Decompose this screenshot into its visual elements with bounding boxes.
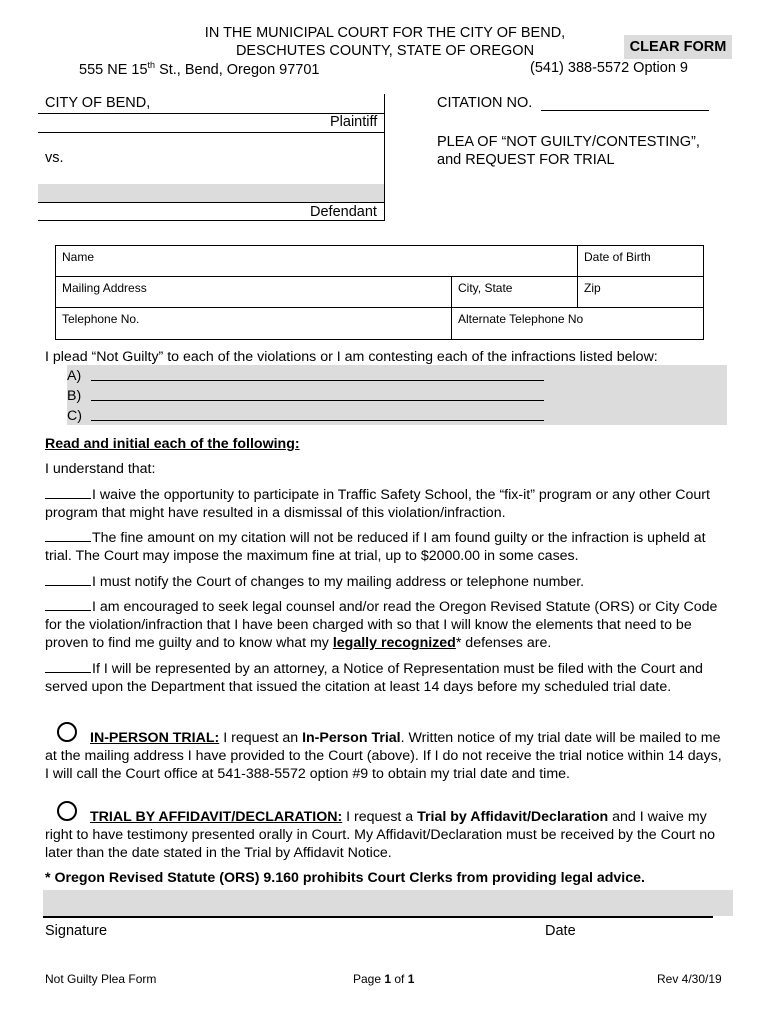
violation-a-field[interactable] xyxy=(91,380,544,381)
footer-page-pre: Page xyxy=(353,972,385,986)
citation-label: CITATION NO. xyxy=(437,95,533,111)
initial-field-2[interactable] xyxy=(45,528,91,542)
in-person-trial-label: IN-PERSON TRIAL: xyxy=(90,730,220,746)
plaintiff-name: CITY OF BEND, xyxy=(45,95,151,111)
alt-telephone-field[interactable] xyxy=(452,308,704,340)
initial-item-1-text: I waive the opportunity to participate in Traffic Safety School, the “fix-it” program or any other Court program that might have resulted in a dismissal of this violation/infraction. xyxy=(45,487,710,521)
dob-field[interactable] xyxy=(578,246,704,277)
date-label: Date xyxy=(545,923,576,939)
plea-title-line2: and REQUEST FOR TRIAL xyxy=(437,152,615,168)
violation-c-field[interactable] xyxy=(91,420,544,421)
initial-field-4[interactable] xyxy=(45,597,91,611)
clear-form-button[interactable]: CLEAR FORM xyxy=(624,35,732,59)
violation-c-label: C) xyxy=(67,408,82,424)
defendant-label: Defendant xyxy=(310,204,377,220)
city-state-label: City, State xyxy=(458,281,513,295)
city-state-field[interactable] xyxy=(452,277,578,308)
court-address xyxy=(79,60,320,78)
address-sup: th xyxy=(147,60,156,70)
plea-title-line1: PLEA OF “NOT GUILTY/CONTESTING”, xyxy=(437,134,700,150)
footer-page-num: 1 xyxy=(384,972,392,986)
initials-heading: Read and initial each of the following: xyxy=(45,436,300,452)
zip-label: Zip xyxy=(584,281,601,295)
affidavit-trial-label: TRIAL BY AFFIDAVIT/DECLARATION: xyxy=(90,809,343,825)
defendant-underline xyxy=(38,202,385,203)
footer-page-mid: of xyxy=(391,972,408,986)
initial-item-5-text: If I will be represented by an attorney, a Notice of Representation must be filed with the Court and served upon the Department that issued the citation at least 14 days before my scheduled trial date. xyxy=(45,661,703,695)
address-street: 555 NE 15 xyxy=(79,61,148,78)
court-title xyxy=(150,24,620,60)
court-title-line1: IN THE MUNICIPAL COURT FOR THE CITY OF BEND, xyxy=(204,25,566,41)
violations-area xyxy=(67,365,727,425)
initial-item-2 xyxy=(45,528,725,565)
signature-field[interactable] xyxy=(43,890,733,916)
initial-item-3 xyxy=(45,572,725,591)
initial-field-1[interactable] xyxy=(45,485,91,499)
mailing-label: Mailing Address xyxy=(62,281,147,295)
in-person-trial-bold: In-Person Trial xyxy=(302,730,401,746)
address-city: St., Bend, Oregon 97701 xyxy=(155,61,320,78)
initial-item-4-text: I am encouraged to seek legal counsel and/or read the Oregon Revised Statute (ORS) or City Code for the violation/infraction that I have been charged with so that I will know the elements that need to be proven to find me guilty and to know what my xyxy=(45,599,718,651)
initial-item-2-text: The fine amount on my citation will not be reduced if I am found guilty or the infraction is upheld at trial. The Court may impose the maximum fine at trial, up to $2000.00 in some cases. xyxy=(45,530,706,564)
signature-line xyxy=(43,916,713,918)
name-label: Name xyxy=(62,250,95,264)
affidavit-trial-desc: and I waive my right to have testimony presented orally in Court. My Affidavit/Declaration must be received by the Court no later than the date stated in the Trial by Affidavit Notice. xyxy=(45,809,716,861)
footer-form-name: Not Guilty Plea Form xyxy=(45,972,157,986)
footer-page-number xyxy=(353,972,414,986)
affidavit-trial-bold: Trial by Affidavit/Declaration xyxy=(417,809,609,825)
telephone-label: Telephone No. xyxy=(62,312,140,326)
defendant-bottom-line xyxy=(38,220,385,221)
initials-intro: I understand that: xyxy=(45,461,156,477)
initial-item-4-end: * defenses are. xyxy=(455,635,552,651)
violation-labels xyxy=(67,366,82,426)
initial-field-5[interactable] xyxy=(45,659,91,673)
vs-label: vs. xyxy=(45,150,64,166)
plea-title xyxy=(437,133,700,169)
in-person-trial-text: I request an xyxy=(219,730,303,746)
legal-advice-notice: * Oregon Revised Statute (ORS) 9.160 prohibits Court Clerks from providing legal advice. xyxy=(45,870,645,886)
mailing-address-field[interactable] xyxy=(56,277,452,308)
violation-a-label: A) xyxy=(67,368,82,384)
alt-telephone-label: Alternate Telephone No xyxy=(458,312,584,326)
dob-label: Date of Birth xyxy=(584,250,651,264)
legally-recognized-text: legally recognized xyxy=(332,635,456,651)
in-person-trial-option xyxy=(45,729,725,783)
affidavit-trial-option xyxy=(45,808,725,862)
name-field[interactable] xyxy=(56,246,578,277)
plaintiff-label: Plaintiff xyxy=(330,114,378,130)
defendant-name-field[interactable] xyxy=(38,184,384,202)
footer-page-total: 1 xyxy=(407,972,415,986)
zip-field[interactable] xyxy=(578,277,704,308)
initial-item-1 xyxy=(45,485,725,522)
court-title-line2: DESCHUTES COUNTY, STATE OF OREGON xyxy=(235,43,535,59)
initial-item-5 xyxy=(45,659,725,696)
violation-b-label: B) xyxy=(67,388,82,404)
violation-b-field[interactable] xyxy=(91,400,544,401)
plea-statement: I plead “Not Guilty” to each of the violations or I am contesting each of the infractions listed below: xyxy=(45,349,658,365)
initial-item-4 xyxy=(45,597,725,652)
citation-number-field[interactable] xyxy=(541,95,709,111)
in-person-trial-desc: . Written notice of my trial date will be mailed to me at the mailing address I have provided to the Court (above). If I do not receive the trial notice within 14 days, I will call the Court office at 541-388-5572 option #9 to obtain my trial date and time. xyxy=(45,730,722,782)
initial-item-3-text: I must notify the Court of changes to my mailing address or telephone number. xyxy=(92,574,585,590)
signature-label: Signature xyxy=(45,923,108,939)
affidavit-trial-text: I request a xyxy=(342,809,418,825)
footer-revision: Rev 4/30/19 xyxy=(657,972,722,986)
telephone-field[interactable] xyxy=(56,308,452,340)
court-phone: (541) 388-5572 Option 9 xyxy=(530,60,688,76)
plaintiff-bottom-line xyxy=(38,132,385,133)
defendant-info-table xyxy=(55,245,704,340)
initial-field-3[interactable] xyxy=(45,572,91,586)
